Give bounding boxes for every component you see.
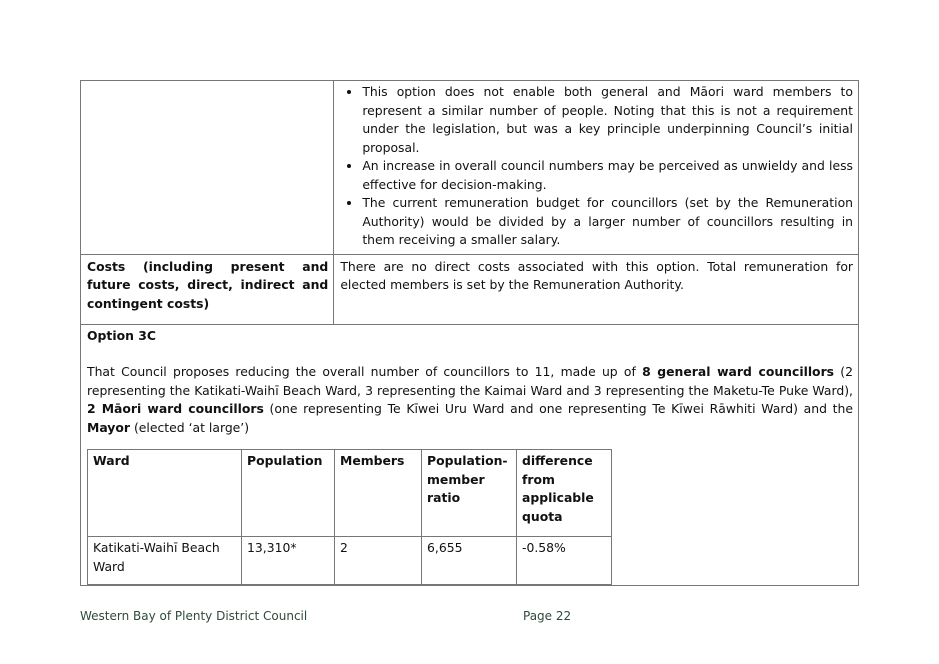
footer-page-number: Page 22 [523,609,572,623]
ward-table [87,449,612,585]
disadvantages-cell [334,81,859,255]
cell-members: 2 [335,537,422,585]
option-text-3: (one representing Te Kīwei Uru Ward and one representing Te Kīwei Rāwhiti Ward) and the [263,401,854,416]
header-population: Population [242,450,335,537]
header-ward: Ward [88,450,242,537]
cell-ward: Katikati-Waihī Beach Ward [88,537,242,585]
options-table [80,80,859,586]
costs-text: There are no direct costs associated with this option. Total remuneration for elected members is set by the Remuneration Authority. [334,254,859,324]
option-text-1: That Council proposes reducing the overall number of councillors to 11, made up of [87,364,643,379]
option-row [81,324,859,586]
cell-population: 13,310* [242,537,335,585]
header-members: Members [335,450,422,537]
disadvantages-list [334,83,853,250]
header-difference: difference from applicable quota [517,450,612,537]
option-title: Option 3C [87,327,156,343]
costs-label: Costs (including present and future costs, direct, indirect and contingent costs) [81,254,334,324]
bullet-item: • The current remuneration budget for councillors (set by the Remuneration Authority) would be divided by a larger number of councillors resulting in them receiving a smaller salary. [362,194,853,250]
empty-label-cell [81,81,334,255]
footer-org: Western Bay of Plenty District Council [80,609,308,623]
ward-table-header [88,450,612,537]
bullet-item: • This option does not enable both general and Māori ward members to represent a similar number of people. Noting that this is not a requirement under the legislation, but was a key principle underpinning Council’s initial proposal. [362,83,853,157]
option-description [87,363,853,437]
disadvantages-row [81,81,859,255]
cell-difference: -0.58% [517,537,612,585]
cell-ratio: 6,655 [422,537,517,585]
option-bold-1: 8 general ward councillors [642,364,835,379]
table-row [88,537,612,585]
option-bold-2: 2 Māori ward councillors [87,401,264,416]
bullet-item: • An increase in overall council numbers may be perceived as unwieldy and less effective for decision-making. [362,157,853,194]
option-bold-3: Mayor [87,419,131,435]
header-ratio: Population-member ratio [422,450,517,537]
option-cell [81,324,859,586]
option-text-4: (elected ‘at large’) [130,419,250,435]
option-text-2: (2 representing the Katikati-Waihī Beach Ward, 3 representing the Kaimai Ward and 3 representing the Maketu-Te Puke Ward), [87,364,854,398]
costs-row [81,254,859,324]
